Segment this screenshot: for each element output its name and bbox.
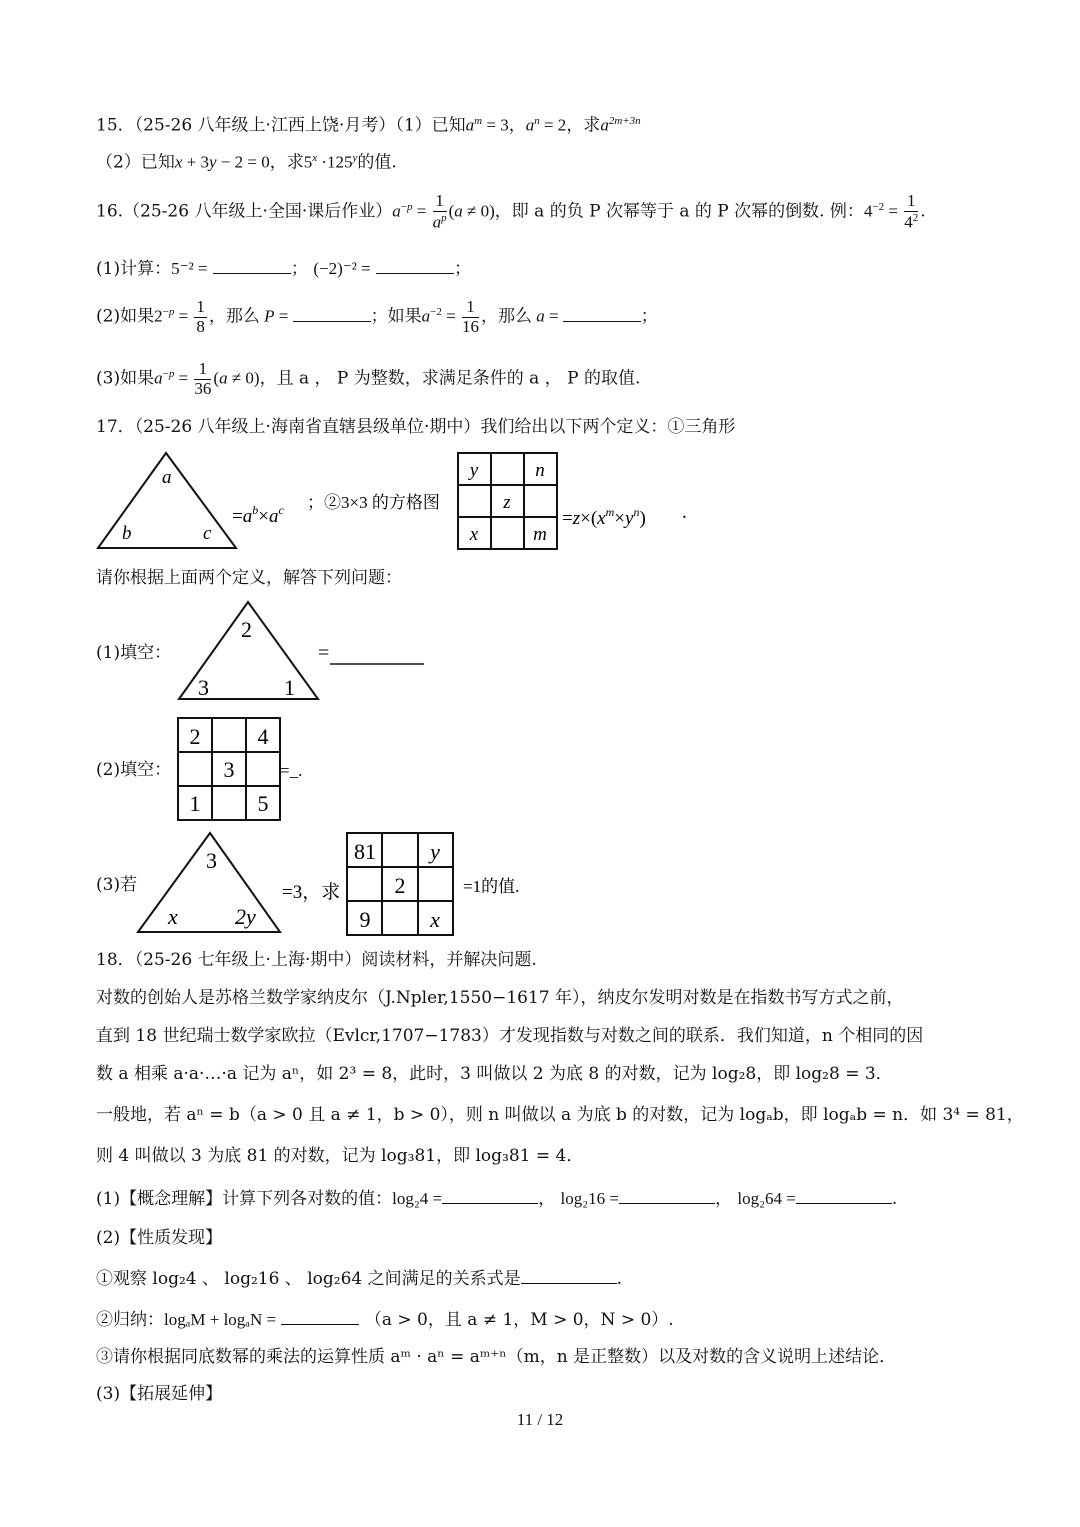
q18-p1: (1)【概念理解】计算下列各对数的值：log₂4 = ， log₂16 = ， log₂64 = . <box>96 1189 898 1209</box>
q18-para3: 数 a 相乘 a·a·…·a 记为 aⁿ，如 2³ = 8，此时，3 叫做以 2 为底 8 的对数，记为 log₂8，即 log₂8 = 3． <box>96 1064 893 1084</box>
q16-line1: 16.（25-26 八年级上·全国·课后作业）$a^{-p}$ = $\frac{1}{a^p}$ (a ≠ 0)，即 a 的负 P 次幂等于 a 的 P 次幂的倒数. 例：$4^{-2}$ = $\frac{1}{4^2}$ . <box>96 191 926 232</box>
svg-text:81: 81 <box>354 839 376 864</box>
q18-para4: 一般地，若 aⁿ = b（a > 0 且 a ≠ 1，b > 0），则 n 叫做以 a 为底 b 的对数，记为 logₐb，即 logₐb = n．如 3⁴ = 81， <box>96 1105 1024 1125</box>
answer-blank[interactable] <box>376 257 454 274</box>
svg-text:2: 2 <box>241 617 252 642</box>
q17-instruction: 请你根据上面两个定义，解答下列问题： <box>96 568 402 588</box>
fraction: $\frac{1}{16}$ <box>461 297 479 336</box>
q18-p2-3: ③请你根据同底数幂的乘法的运算性质 aᵐ · aⁿ = aᵐ⁺ⁿ（m，n 是正整数）以及对数的含义说明上述结论． <box>96 1347 897 1367</box>
q16-line3: (2)如果$2^{-p}$ = $\frac{1}{8}$ ，那么 P = ；如果$a^{-2}$ = $\frac{1}{16}$ ，那么 a = ； <box>96 297 658 336</box>
q16-line4: (3)如果$a^{-p}$ = $\frac{1}{36}$ (a ≠ 0)，且 a ， P 为整数，求满足条件的 a ， P 的取值. <box>96 359 641 398</box>
svg-text:3: 3 <box>198 675 209 700</box>
answer-blank[interactable] <box>442 1187 538 1204</box>
tri-top: a <box>162 467 172 488</box>
answer-blank[interactable] <box>619 1187 715 1204</box>
q17-p2-grid <box>170 710 330 825</box>
svg-text:2y: 2y <box>235 904 256 929</box>
svg-text:1: 1 <box>284 675 295 700</box>
svg-text:2: 2 <box>189 724 201 749</box>
answer-blank[interactable] <box>213 257 291 274</box>
answer-blank[interactable] <box>796 1187 892 1204</box>
q18-header: 18．（25-26 七年级上·上海·期中）阅读材料，并解决问题. <box>96 950 537 970</box>
q15-line2: （2）已知x + 3y − 2 = 0，求$5^x \cdot 125^y$的值. <box>96 152 397 173</box>
svg-text:y: y <box>430 839 440 864</box>
grid-cell: y <box>469 460 479 481</box>
q16-line2: (1)计算：5⁻² = ； (−2)⁻² = ； <box>96 259 472 279</box>
fraction: $\frac{1}{a^p}$ <box>432 191 447 232</box>
grid-cell: z <box>503 492 511 513</box>
svg-text:=_.: =_. <box>280 761 303 780</box>
q18-para5: 则 4 叫做以 3 为底 81 的对数，记为 log₃81，即 log₃81 = 4． <box>96 1146 584 1166</box>
q18-para2: 直到 18 世纪瑞士数学家欧拉（Evlcr,1707−1783）才发现指数与对数之间的联系．我们知道，n 个相同的因 <box>96 1026 924 1046</box>
q17-p2-label: (2)填空： <box>96 760 172 780</box>
grid-label: ；②3×3 的方格图 <box>307 493 440 512</box>
svg-text:=: = <box>318 642 330 664</box>
svg-text:3: 3 <box>223 757 235 782</box>
svg-text:9: 9 <box>359 907 371 932</box>
svg-text:1: 1 <box>189 791 201 816</box>
svg-text:2: 2 <box>394 873 406 898</box>
q17-p3-label: (3)若 <box>96 875 138 895</box>
fraction: $\frac{1}{36}$ <box>194 359 212 398</box>
q17-header: 17．（25-26 八年级上·海南省直辖县级单位·期中）我们给出以下两个定义：①三角形 <box>96 417 736 437</box>
q17-definition-figures <box>0 440 1080 560</box>
svg-text:x: x <box>430 907 440 932</box>
fraction: $\frac{1}{8}$ <box>196 297 205 336</box>
q15-line1: 15．（25-26 八年级上·江西上饶·月考）（1）已知$a^m = 3$，$a^n = 2$，求$a^{2m+3n}$ <box>96 115 641 136</box>
grid-formula: $=z\times(x^m\times y^n)$ <box>562 505 646 529</box>
svg-text:.: . <box>682 502 687 523</box>
tri-right: c <box>203 523 212 544</box>
svg-text:4: 4 <box>257 724 269 749</box>
svg-text:=1的值.: =1的值. <box>463 877 520 896</box>
q18-para1: 对数的创始人是苏格兰数学家纳皮尔（J.Npler,1550−1617 年），纳皮尔发明对数是在指数书写方式之前， <box>96 988 904 1008</box>
q17-p1-label: (1)填空： <box>96 643 172 663</box>
grid-cell: x <box>469 524 479 545</box>
svg-text:x: x <box>168 904 178 929</box>
q18-p2-1: ①观察 log₂4 、 log₂16 、 log₂64 之间满足的关系式是 . <box>96 1269 623 1289</box>
tri-formula: $=a^b\times a^c$ <box>232 503 284 527</box>
grid-cell: m <box>533 524 547 545</box>
q18-p2-2: ②归纳：logₐM + logₐN = （a > 0，且 a ≠ 1，M > 0，N > 0）. <box>96 1310 674 1330</box>
answer-blank[interactable] <box>521 1267 617 1284</box>
svg-text:=3，求: =3，求 <box>282 882 341 903</box>
q17-p1-triangle <box>170 597 440 707</box>
answer-blank[interactable] <box>293 305 371 322</box>
tri-left: b <box>122 523 132 544</box>
q18-p2: (2)【性质发现】 <box>96 1228 223 1248</box>
answer-blank[interactable] <box>563 305 641 322</box>
svg-text:5: 5 <box>257 791 269 816</box>
answer-blank[interactable] <box>281 1308 359 1325</box>
grid-cell: n <box>535 460 545 481</box>
svg-text:3: 3 <box>206 848 217 873</box>
q17-p3-figures <box>130 826 550 941</box>
q18-p3: (3)【拓展延伸】 <box>96 1384 223 1404</box>
page-number: 11 / 12 <box>516 1410 564 1429</box>
fraction: $\frac{1}{4^2}$ <box>904 191 919 232</box>
